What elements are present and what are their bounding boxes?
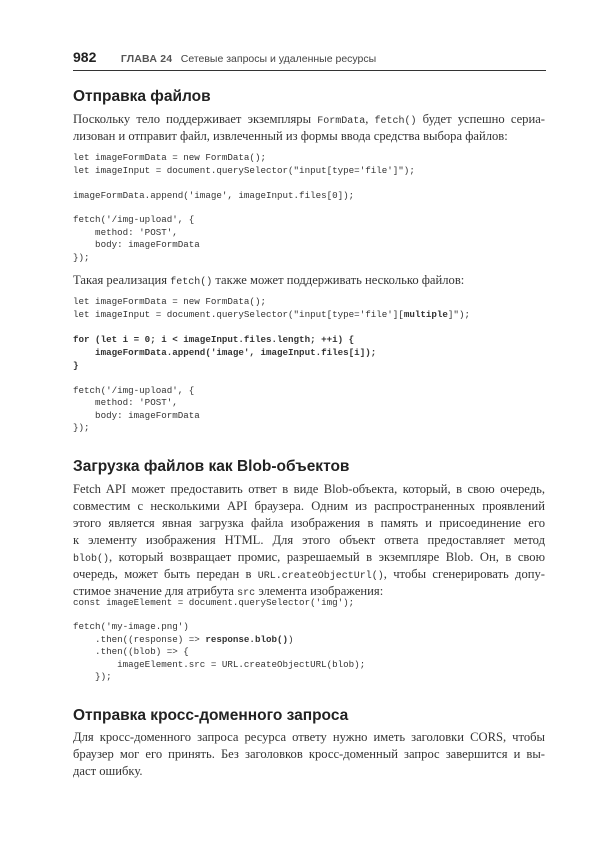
- text-run: Fetch API может предоставить ответ в виде Blob-объекта, который, в свою очередь,: [73, 482, 545, 496]
- code-line: [73, 165, 545, 176]
- text-run: fetch('/img-upload', {: [73, 385, 195, 396]
- text-run: Такая реализация: [73, 273, 171, 287]
- text-run: });: [73, 422, 90, 433]
- text-run: .then((response) =>: [73, 634, 206, 645]
- text-run: body: imageFormData: [73, 410, 200, 421]
- text-run: body: imageFormData: [73, 239, 200, 250]
- text-run: for (let i = 0; i < imageInput.files.length; ++i) {: [73, 334, 355, 345]
- text-run: multiple: [403, 309, 448, 320]
- paragraph-line: [73, 747, 545, 762]
- running-header: [73, 49, 376, 67]
- paragraph-line: [73, 730, 545, 745]
- text-run: });: [73, 252, 90, 263]
- inline-code: src: [237, 588, 256, 599]
- header-rule: [73, 70, 546, 71]
- inline-code: fetch(): [374, 116, 417, 127]
- section-heading-cross-origin: Отправка кросс-доменного запроса: [73, 707, 349, 724]
- text-run: method: 'POST',: [73, 397, 178, 408]
- text-run: let imageFormData = new FormData();: [73, 296, 266, 307]
- code-line: [73, 309, 545, 320]
- text-run: Поскольку тело поддерживает экземпляры: [73, 112, 318, 126]
- text-run: к элементу изображения HTML. Для этого объект ответа предоставляет метод: [73, 533, 545, 547]
- section-heading-sending-files: Отправка файлов: [73, 88, 211, 105]
- text-run: }: [73, 360, 79, 371]
- chapter-label: ГЛАВА 24: [120, 53, 173, 65]
- code-line: [73, 410, 545, 421]
- paragraph-line: [73, 129, 545, 144]
- page-number: 982: [73, 49, 97, 65]
- text-run: imageFormData.append('image', imageInput.files[i]);: [73, 347, 377, 358]
- code-line: [73, 214, 545, 225]
- text-run: будет успешно сериа-: [416, 112, 545, 126]
- chapter-title: Сетевые запросы и удаленные ресурсы: [180, 53, 377, 65]
- paragraph-line: [73, 550, 545, 565]
- inline-code: URL.createObjectUrl(): [257, 571, 384, 582]
- code-line: [73, 152, 545, 163]
- code-line: [73, 671, 545, 682]
- code-line: [73, 397, 545, 408]
- paragraph-line: [73, 533, 545, 548]
- text-run: элемента изображения:: [255, 584, 384, 598]
- text-run: , который возвращает промис, разрешаемый в экземпляре Blob. Он, в свою: [109, 550, 545, 564]
- code-line: [73, 597, 545, 608]
- text-run: const imageElement = document.querySelector('img');: [73, 597, 355, 608]
- code-line: [73, 646, 545, 657]
- text-run: });: [73, 671, 112, 682]
- text-run: также может поддерживать несколько файлов:: [212, 273, 465, 287]
- code-line: [73, 347, 545, 358]
- text-run: let imageInput = document.querySelector("input[type='file'][: [73, 309, 404, 320]
- text-run: .then((blob) => {: [73, 646, 189, 657]
- inline-code: FormData: [317, 116, 366, 127]
- text-run: этого является явная загрузка файла изображения в память и присоединение его: [73, 516, 545, 530]
- text-run: Для кросс-доменного запроса ресурса ответу нужно иметь заголовки CORS, чтобы: [73, 730, 545, 744]
- section-heading-blob-download: Загрузка файлов как Blob-объектов: [73, 458, 350, 475]
- text-run: imageElement.src = URL.createObjectURL(blob);: [73, 659, 366, 670]
- paragraph-line: [73, 567, 545, 582]
- code-line: [73, 422, 545, 433]
- text-run: стимое значение для атрибута: [73, 584, 238, 598]
- text-run: ,: [365, 112, 375, 126]
- text-run: fetch('my-image.png'): [73, 621, 189, 632]
- paragraph-line: [73, 516, 545, 531]
- paragraph-line: [73, 499, 545, 514]
- text-run: , чтобы сгенерировать допу-: [383, 567, 545, 581]
- text-run: браузер мог его принять. Без заголовков кросс-доменный запрос завершится и вы-: [73, 747, 545, 761]
- code-line: [73, 239, 545, 250]
- code-line: [73, 385, 545, 396]
- paragraph-line: [73, 482, 545, 497]
- text-run: method: 'POST',: [73, 227, 178, 238]
- code-line: [73, 252, 545, 263]
- text-run: даст ошибку.: [73, 764, 143, 778]
- paragraph-line: [73, 273, 545, 288]
- paragraph-line: [73, 112, 545, 127]
- code-line: [73, 634, 545, 645]
- text-run: ): [288, 634, 294, 645]
- inline-code: blob(): [73, 554, 110, 565]
- code-line: [73, 296, 545, 307]
- code-line: [73, 227, 545, 238]
- text-run: imageFormData.append('image', imageInput.files[0]);: [73, 190, 355, 201]
- text-run: let imageInput = document.querySelector("input[type='file']");: [73, 165, 415, 176]
- text-run: let imageFormData = new FormData();: [73, 152, 266, 163]
- text-run: ]");: [447, 309, 470, 320]
- text-run: лизован и отправит файл, извлеченный из формы ввода средства выбора файлов:: [73, 129, 508, 143]
- text-run: совместим с несколькими API браузера. Одним из распространенных проявлений: [73, 499, 545, 513]
- text-run: response.blob(): [205, 634, 289, 645]
- code-line: [73, 334, 545, 345]
- code-line: [73, 190, 545, 201]
- text-run: fetch('/img-upload', {: [73, 214, 195, 225]
- text-run: очередь, может быть передан в: [73, 567, 258, 581]
- inline-code: fetch(): [170, 277, 213, 288]
- code-line: [73, 659, 545, 670]
- code-line: [73, 360, 545, 371]
- code-line: [73, 621, 545, 632]
- paragraph-line: [73, 764, 545, 779]
